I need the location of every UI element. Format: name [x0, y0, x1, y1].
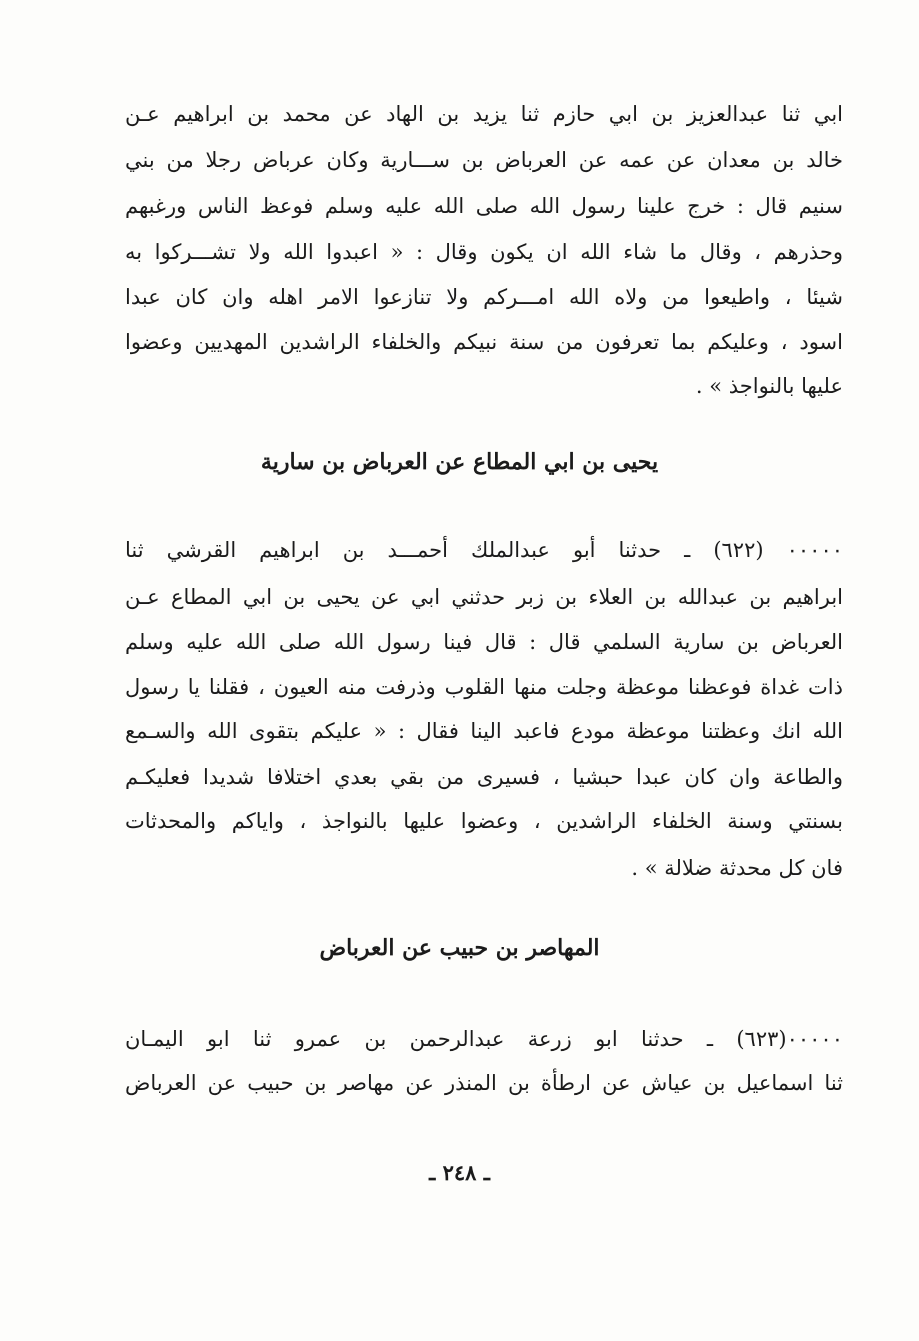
text-line: العرباض بن سارية السلمي قال : قال فينا رسول الله صلى الله عليه وسلم — [125, 630, 843, 654]
text-line: ابراهيم بن عبدالله بن العلاء بن زبر حدثني ابي عن يحيى بن ابي المطاع عـن — [125, 585, 843, 609]
text-line: فان كل محدثة ضلالة » . — [631, 856, 843, 880]
text-line: بسنتي وسنة الخلفاء الراشدين ، وعضوا عليها بالنواجذ ، واياكم والمحدثات — [125, 809, 843, 833]
text-line: ٠٠٠٠٠(٦٢٣) ـ حدثنا ابو زرعة عبدالرحمن بن عمرو ثنا ابو اليمـان — [125, 1027, 843, 1051]
text-line: وحذرهم ، وقال ما شاء الله ان يكون وقال : « اعبدوا الله ولا تشـــركوا به — [125, 240, 843, 264]
section-heading: يحيى بن ابي المطاع عن العرباض بن سارية — [260, 449, 659, 475]
text-line: ابي ثنا عبدالعزيز بن ابي حازم ثنا يزيد بن الهاد عن محمد بن ابراهيم عـن — [125, 102, 843, 126]
text-line: شيئا ، واطيعوا من ولاه الله امـــركم ولا تنازعوا الامر اهله وان كان عبدا — [125, 285, 843, 309]
page-number: ـ ٢٤٨ ـ — [429, 1160, 490, 1185]
text-line: الله انك وعظتنا موعظة مودع فاعبد الينا فقال : « عليكم بتقوى الله والسـمع — [125, 719, 843, 743]
section-heading: المهاصر بن حبيب عن العرباض — [319, 935, 600, 961]
text-line: عليها بالنواجذ » . — [695, 374, 843, 398]
text-line: خالد بن معدان عن عمه عن العرباض بن ســـارية وكان عرباض رجلا من بني — [125, 148, 843, 172]
text-line: سنيم قال : خرج علينا رسول الله صلى الله عليه وسلم فوعظ الناس ورغبهم — [125, 194, 843, 218]
text-line: ذات غداة فوعظنا موعظة وجلت منها القلوب وذرفت منه العيون ، فقلنا يا رسول — [125, 675, 843, 699]
text-line: والطاعة وان كان عبدا حبشيا ، فسيرى من بقي بعدي اختلافا شديدا فعليكـم — [125, 765, 843, 789]
text-line: اسود ، وعليكم بما تعرفون من سنة نبيكم والخلفاء الراشدين المهديين وعضوا — [125, 330, 843, 354]
text-line: ٠٠٠٠٠ (٦٢٢) ـ حدثنا أبو عبدالملك أحمـــد بن ابراهيم القرشي ثنا — [125, 538, 843, 562]
text-line: ثنا اسماعيل بن عياش عن ارطأة بن المنذر عن مهاصر بن حبيب عن العرباض — [125, 1071, 843, 1095]
